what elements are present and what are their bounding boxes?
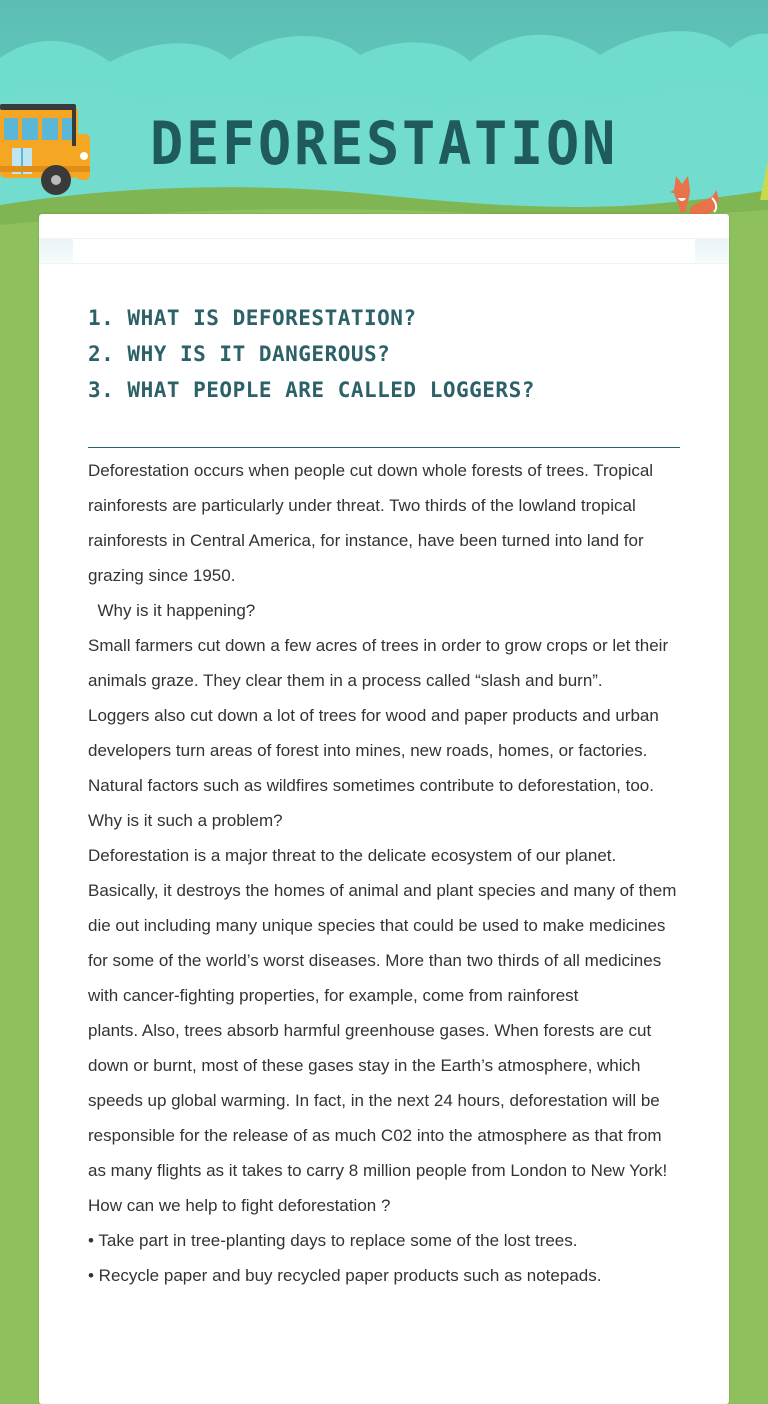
question-item: 3. WHAT PEOPLE ARE CALLED LOGGERS? (88, 378, 535, 402)
paragraph: Small farmers cut down a few acres of trees in order to grow crops or let their animals graze. They clear them in a process called “slash and burn”. (88, 636, 669, 690)
section-divider (88, 447, 680, 448)
subheading: Why is it happening? (88, 601, 256, 620)
card-header-band (39, 238, 729, 264)
reading-passage (88, 453, 684, 1293)
subheading: How can we help to fight deforestation ? (88, 1196, 391, 1215)
paragraph: Deforestation is a major threat to the delicate ecosystem of our planet. (88, 846, 617, 865)
question-item: 1. WHAT IS DEFORESTATION? (88, 306, 417, 330)
paragraph: Deforestation occurs when people cut down whole forests of trees. Tropical rainforests are particularly under threat. Two thirds of the lowland tropical rainforests in Central America, for instance, have been turned into land for grazing since 1950. (88, 461, 654, 585)
question-item: 2. WHY IS IT DANGEROUS? (88, 342, 391, 366)
header-banner (0, 0, 768, 240)
paragraph: Natural factors such as wildfires sometimes contribute to deforestation, too. (88, 776, 654, 795)
list-item: • Recycle paper and buy recycled paper products such as notepads. (88, 1266, 602, 1285)
paragraph: Loggers also cut down a lot of trees for wood and paper products and urban developers turn areas of forest into mines, new roads, homes, or factories. (88, 706, 659, 760)
page-title: DEFORESTATION (150, 109, 618, 179)
paragraph: Basically, it destroys the homes of animal and plant species and many of them die out including many unique species that could be used to make medicines for some of the world’s worst diseases. More than two thirds of all medicines with cancer-fighting properties, for example, come from rainforest (88, 881, 677, 1005)
subheading: Why is it such a problem? (88, 811, 283, 830)
list-item: • Take part in tree-planting days to replace some of the lost trees. (88, 1231, 578, 1250)
paragraph: plants. Also, trees absorb harmful greenhouse gases. When forests are cut down or burnt, most of these gases stay in the Earth’s atmosphere, which speeds up global warming. In fact, in the next 24 hours, deforestation will be responsible for the release of as much C02 into the atmosphere as that from as many flights as it takes to carry 8 million people from London to New York! (88, 1021, 668, 1180)
worksheet-card (39, 214, 729, 1404)
question-list (88, 300, 688, 408)
